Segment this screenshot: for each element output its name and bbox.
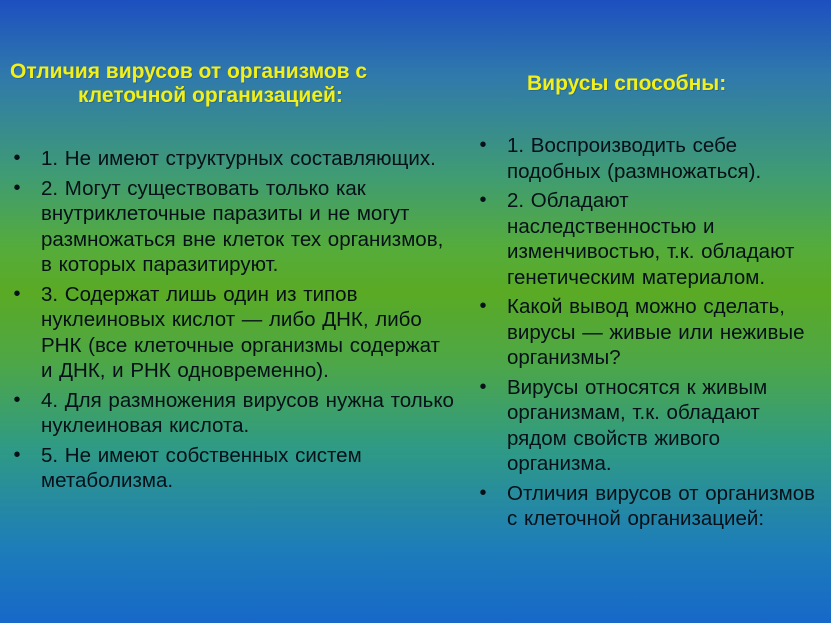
left-list-item-5: [8, 443, 456, 494]
left-list-item-2: [8, 176, 456, 278]
right-list-item-2: [474, 188, 824, 290]
left-list-item-text: 4. Для размножения вирусов нужна только нуклеиновая кислота.: [41, 388, 454, 437]
right-list-item-1: [474, 133, 824, 184]
right-list-item-3: [474, 294, 824, 371]
left-bullet-list: [8, 146, 456, 498]
right-list-item-text: Вирусы относятся к живым организмам, т.к. обладают рядом свойств живого организма.: [507, 375, 768, 475]
left-column-heading: [10, 60, 450, 108]
left-heading-line-2: клеточной организацией:: [78, 84, 343, 107]
right-list-item-text: 1. Воспроизводить себе подобных (размножаться).: [507, 134, 762, 183]
bullet-dot-icon: •: [479, 295, 487, 317]
bullet-dot-icon: •: [13, 176, 21, 199]
bullet-dot-icon: •: [479, 189, 487, 211]
bullet-dot-icon: •: [13, 443, 21, 466]
right-bullet-list: [474, 133, 824, 536]
right-list-item-text: 2. Обладают наследственностью и изменчивостью, т.к. обладают генетическим материалом.: [507, 189, 795, 289]
left-heading-line-1: Отличия вирусов от организмов с: [10, 60, 368, 83]
right-list-item-4: [474, 375, 824, 477]
bullet-dot-icon: •: [13, 282, 21, 305]
right-list-item-text: Какой вывод можно сделать, вирусы — живые или неживые организмы?: [507, 295, 805, 369]
bullet-dot-icon: •: [479, 375, 487, 398]
right-list-item-text: Отличия вирусов от организмов с клеточной организацией:: [507, 481, 816, 530]
bullet-dot-icon: •: [13, 388, 21, 411]
left-list-item-4: [8, 388, 456, 439]
bullet-dot-icon: •: [479, 134, 487, 156]
left-list-item-3: [8, 282, 456, 384]
left-list-item-text: 3. Содержат лишь один из типов нуклеиновых кислот — либо ДНК, либо РНК (все клеточные организмы содержат и ДНК, и РНК одновременно).: [41, 282, 440, 382]
right-column-heading: Вирусы способны:: [527, 72, 727, 95]
bullet-dot-icon: •: [479, 481, 487, 504]
left-list-item-text: 1. Не имеют структурных составляющих.: [41, 147, 436, 170]
left-list-item-text: 2. Могут существовать только как внутриклеточные паразиты и не могут размножаться вне клеток тех организмов, в которых паразитируют.: [41, 176, 444, 276]
bullet-dot-icon: •: [13, 147, 21, 169]
right-list-item-5: [474, 481, 824, 532]
left-list-item-1: [8, 146, 456, 172]
left-list-item-text: 5. Не имеют собственных систем метаболизма.: [41, 443, 362, 492]
